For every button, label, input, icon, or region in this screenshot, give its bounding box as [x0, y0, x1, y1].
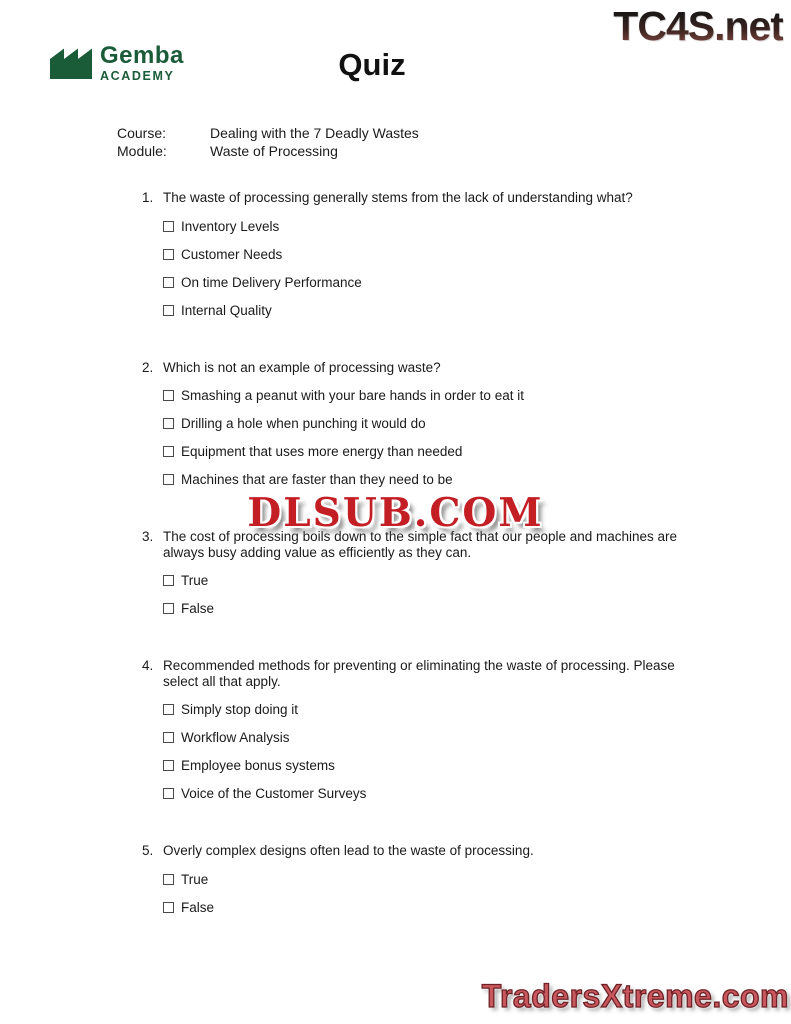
- watermark-dlsub: DLSUB.COM: [247, 490, 544, 536]
- option-row: [163, 219, 708, 234]
- option-label: Drilling a hole when punching it would do: [181, 416, 426, 431]
- question-1-options: [163, 219, 708, 318]
- option-row: [163, 573, 708, 588]
- module-row: [117, 142, 419, 160]
- option-label: Employee bonus systems: [181, 758, 335, 773]
- question-2-options: [163, 388, 708, 487]
- answer-checkbox[interactable]: [163, 446, 174, 457]
- course-label: Course:: [117, 125, 167, 141]
- answer-checkbox[interactable]: [163, 249, 174, 260]
- question-3: [142, 529, 708, 616]
- option-row: [163, 872, 708, 887]
- option-row: [163, 900, 708, 915]
- option-label: Machines that are faster than they need to be: [181, 472, 453, 487]
- question-4-head: [142, 658, 708, 689]
- option-label: Equipment that uses more energy than needed: [181, 444, 463, 459]
- question-text: The waste of processing generally stems from the lack of understanding what?: [163, 190, 633, 205]
- question-2-head: [142, 360, 708, 376]
- question-1-head: [142, 190, 708, 206]
- course-row: [117, 124, 419, 142]
- question-1: [142, 190, 708, 318]
- answer-checkbox[interactable]: [163, 732, 174, 743]
- option-label: On time Delivery Performance: [181, 274, 362, 290]
- option-row: [163, 702, 708, 717]
- answer-checkbox[interactable]: [163, 277, 174, 288]
- option-row: [163, 303, 708, 318]
- answer-checkbox[interactable]: [163, 704, 174, 715]
- option-row: [163, 275, 708, 290]
- option-label: True: [181, 573, 209, 588]
- question-number: 4.: [142, 658, 154, 673]
- option-label: Simply stop doing it: [181, 702, 299, 717]
- question-list: [142, 190, 708, 957]
- answer-checkbox[interactable]: [163, 603, 174, 614]
- answer-checkbox[interactable]: [163, 874, 174, 885]
- option-row: [163, 758, 708, 773]
- option-label: Smashing a peanut with your bare hands in order to eat it: [181, 388, 524, 403]
- logo-primary-text: Gemba: [100, 42, 184, 69]
- option-row: [163, 388, 708, 403]
- question-2: [142, 360, 708, 488]
- option-label: False: [181, 601, 215, 616]
- question-text: Which is not an example of processing waste?: [163, 359, 441, 375]
- page-title: Quiz: [338, 47, 406, 82]
- question-4-options: [163, 702, 708, 801]
- option-row: [163, 416, 708, 431]
- option-row: [163, 444, 708, 459]
- option-row: [163, 601, 708, 616]
- option-label: Inventory Levels: [181, 218, 280, 234]
- question-text: Overly complex designs often lead to the waste of processing.: [163, 843, 534, 858]
- question-text: The cost of processing boils down to the simple fact that our people and machines are always busy adding value as efficiently as they can.: [163, 529, 678, 560]
- question-3-options: [163, 573, 708, 616]
- option-row: [163, 730, 708, 745]
- question-5: [142, 843, 708, 915]
- option-label: True: [181, 871, 209, 887]
- question-5-options: [163, 872, 708, 915]
- answer-checkbox[interactable]: [163, 575, 174, 586]
- question-text: Recommended methods for preventing or eliminating the waste of processing. Please select all that apply.: [163, 658, 675, 689]
- question-4: [142, 658, 708, 801]
- option-label: Internal Quality: [181, 302, 272, 318]
- question-number: 1.: [142, 190, 154, 205]
- question-number: 3.: [142, 529, 154, 544]
- answer-checkbox[interactable]: [163, 390, 174, 401]
- option-label: Workflow Analysis: [181, 730, 290, 745]
- option-label: Customer Needs: [181, 246, 283, 262]
- answer-checkbox[interactable]: [163, 788, 174, 799]
- module-label: Module:: [117, 143, 167, 159]
- option-row: [163, 247, 708, 262]
- option-label: False: [181, 899, 215, 915]
- answer-checkbox[interactable]: [163, 418, 174, 429]
- watermark-tc4s: TC4S.net: [613, 3, 783, 49]
- answer-checkbox[interactable]: [163, 902, 174, 913]
- question-5-head: [142, 843, 708, 859]
- option-row: [163, 786, 708, 801]
- answer-checkbox[interactable]: [163, 760, 174, 771]
- course-info: [117, 124, 419, 160]
- watermark-tradersxtreme: TradersXtreme.com: [481, 978, 789, 1014]
- module-value: Waste of Processing: [210, 143, 338, 159]
- answer-checkbox[interactable]: [163, 305, 174, 316]
- question-number: 5.: [142, 843, 154, 858]
- course-value: Dealing with the 7 Deadly Wastes: [210, 125, 419, 141]
- option-label: Voice of the Customer Surveys: [181, 786, 367, 801]
- answer-checkbox[interactable]: [163, 221, 174, 232]
- question-number: 2.: [142, 359, 154, 375]
- logo-secondary-text: ACADEMY: [100, 69, 175, 83]
- option-row: [163, 472, 708, 487]
- answer-checkbox[interactable]: [163, 474, 174, 485]
